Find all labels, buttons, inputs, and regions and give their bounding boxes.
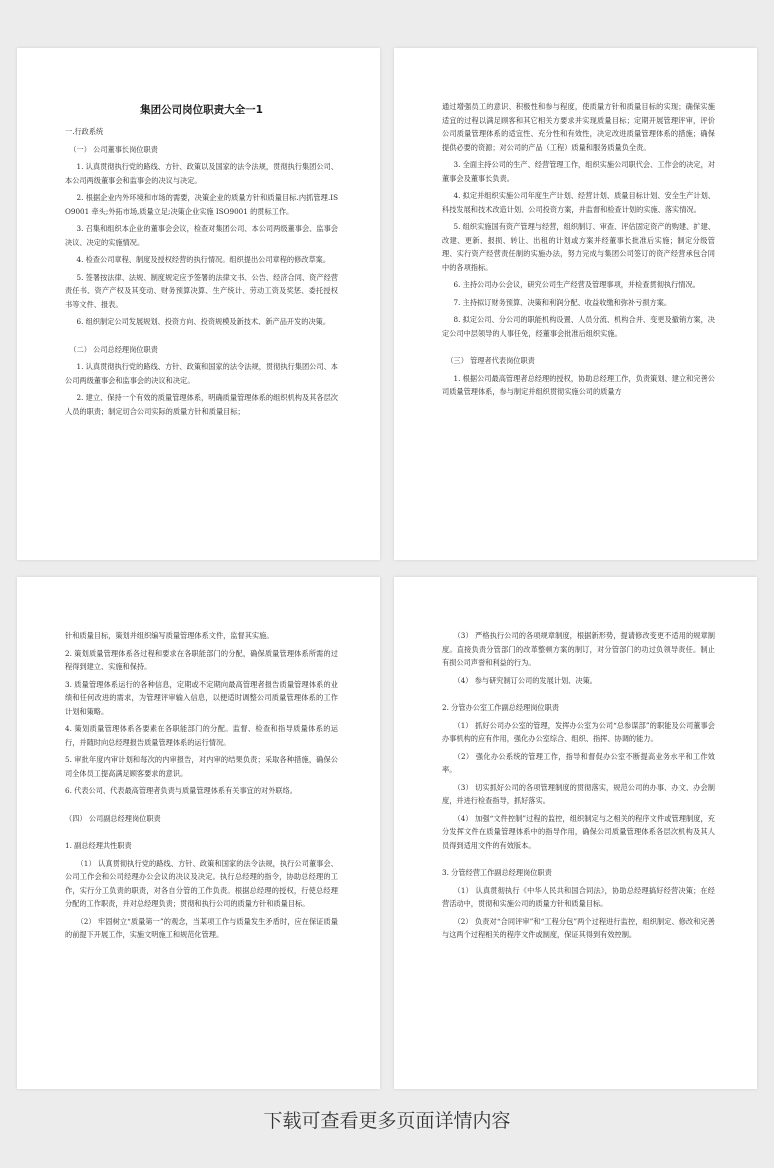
subsection-heading: （二） 公司总经理岗位职责 [69, 344, 158, 354]
paragraph: （1） 认真贯彻执行党的路线、方针、政策和国家的法令法规，执行公司董事会、公司工作会和公司经理办公会议的决议及决定。执行总经理的指令，协助总经理的工作，实行分工负责的职责，对各自分管的工作负责。根据总经理的授权，行使总经理分配的工作职责，并对总经理负责；贯彻和执行公司的质量方针和质量目标。 [65, 858, 338, 908]
paragraph: 1. 根据公司最高管理者总经理的授权，协助总经理工作，负责策划、建立和完善公司质量管理体系，参与制定并组织贯彻实施公司的质量方 [442, 373, 715, 396]
paragraph: 3. 召集和组织本企业的董事会会议，检查对集团公司、本公司两级董事会、监事会决议、决定的实施情况。 [65, 224, 338, 247]
spacer [65, 802, 338, 812]
paragraph: 2. 根据企业内外环境和市场的需要，决策企业的质量方针和质量目标.内抓管理.ISO9001 牵头;外拓市场,质量立足;决策企业实施 ISO9001 的贯标工作。 [65, 193, 338, 216]
paragraph: 3. 质量管理体系运行的各种信息，定期或不定期向最高管理者报告质量管理体系的业绩和任何改进的需求，为管理评审输入信息，以便适时调整公司质量管理体系的工作计划和策略。 [65, 679, 338, 716]
subsection-heading: （四） 公司副总经理岗位职责 [65, 813, 161, 823]
subsection-heading: （三） 管理者代表岗位职责 [446, 356, 535, 365]
paragraph: （2） 牢固树立“质量第一”的观念，当某项工作与质量发生矛盾时，应在保证质量的前提下开展工作，实施文明施工和规范化管理。 [65, 916, 338, 939]
paragraph: 4. 拟定并组织实施公司年度生产计划、经营计划、质量目标计划、安全生产计划、科技发展和技术改造计划、公司投资方案，并监督和检查计划的实施、落实情况。 [442, 191, 715, 214]
paragraph: （1） 抓好公司办公室的管理，发挥办公室为公司“总参谋部”的职能及公司董事会办事机构的应有作用，强化办公室综合、组织、指挥、协调的能力。 [442, 720, 715, 743]
paragraph: 2. 策划质量管理体系各过程和要求在各职能部门的分配，确保质量管理体系所需的过程得到建立、实施和保持。 [65, 648, 338, 671]
subsection-heading: （一） 公司董事长岗位职责 [69, 144, 158, 154]
paragraph: 4. 检查公司章程、制度及授权经营的执行情况。组织提出公司章程的修改草案。 [76, 255, 331, 264]
subsection-heading: 3. 分管经营工作副总经理岗位职责 [442, 868, 552, 877]
paragraph: 6. 代表公司、代表最高管理者负责与质量管理体系有关事宜的对外联络。 [65, 786, 297, 795]
paragraph: 3. 全面主持公司的生产、经营管理工作，组织实施公司职代会、工作会的决定，对董事会及董事长负责。 [442, 160, 715, 183]
spacer [442, 856, 715, 866]
document-page-3 [17, 577, 380, 1089]
subsection-heading: 2. 分管办公室工作副总经理岗位职责 [442, 703, 559, 712]
paragraph: 2. 建立、保持一个有效的质量管理体系，明确质量管理体系的组织机构及其各层次人员的职责；制定切合公司实际的质量方针和质量目标； [65, 393, 338, 416]
paragraph: 6. 主持公司办公会议，研究公司生产经营及管理事项，并检查贯彻执行情况。 [453, 280, 700, 289]
paragraph: 5. 组织实施国有资产管理与经营，组织制订、审查、评估固定资产的购建、扩建、改建、更新、报损、转让、出租的计划或方案并经董事长批准后实施；制定分级管理、实行资产经营责任制的实施办法，努力完成与集团公司签订的资产经营承包合同中的各项指标。 [442, 222, 715, 272]
paragraph: （3） 切实抓好公司的各项管理制度的贯彻落实，规范公司的办事、办文、办会制度，并进行检查指导，抓好落实。 [442, 782, 715, 805]
spacer [65, 829, 338, 839]
spacer [442, 344, 715, 354]
paragraph: 1. 认真贯彻执行党的路线、方针、政策和国家的法令法规，贯彻执行集团公司、本公司两级董事会和监事会的决议和决定。 [65, 362, 338, 385]
paragraph: （3） 严格执行公司的各项规章制度，根据新形势，提请修改变更不适用的规章制度。直接负责分管部门的改革整顿方案的制订，对分管部门的功过负领导责任。制止有损公司声誉和利益的行为。 [442, 631, 715, 667]
paragraph: 针和质量目标，策划并组织编写质量管理体系文件，监督其实施。 [65, 631, 274, 640]
paragraph: 通过增强员工的意识、积极性和参与程度，使质量方针和质量目标的实现；确保实施适宜的过程以满足顾客和其它相关方要求并实现质量目标；定期开展管理评审，评价公司质量管理体系的适宜性、充分性和有效性，决定改进质量管理体系的措施；确保提供必要的资源；对公司的产品（工程）质量和服务质量负全责。 [442, 102, 715, 152]
document-page-2 [394, 48, 757, 560]
paragraph: （2） 强化办公系统的管理工作，指导和督促办公室不断提高业务水平和工作效率。 [442, 751, 715, 774]
spacer [65, 333, 338, 343]
paragraph: 4. 策划质量管理体系各要素在各职能部门的分配。监督、检查和指导质量体系的运行，并随时向总经理报告质量管理体系的运行情况。 [65, 724, 338, 747]
paragraph: （4） 加强“文件控制”过程的监控，组织制定与之相关的程序文件或管理制度，充分发挥文件在质量管理体系中的指导作用，确保公司质量管理体系各层次机构及其人员得到适用文件的有效版本。 [442, 813, 715, 850]
paragraph: 7. 主持拟订财务预算、决策和利润分配、收益收缴和弥补亏损方案。 [453, 297, 672, 307]
paragraph: 8. 拟定公司、分公司的职能机构设置、人员分流、机构合并、变更及撤销方案，决定公司中层领导的人事任免，经董事会批准后组织实施。 [442, 315, 715, 338]
paragraph: （2） 负责对“合同评审”和“工程分包”两个过程进行监控，组织制定、修改和完善与这两个过程相关的程序文件或制度，保证其得到有效控制。 [442, 916, 715, 939]
document-page-1 [17, 48, 380, 560]
paragraph: 6. 组织制定公司发展规划、投资方向、投资规模及新技术、新产品开发的决策。 [76, 317, 331, 326]
download-more-prompt[interactable]: 下载可查看更多页面详情内容 [263, 1110, 511, 1132]
document-title: 集团公司岗位职责大全一1 [140, 104, 263, 116]
paragraph: 5. 签署按法律、法规、制度规定应予签署的法律文书、公告、经济合同、资产经营责任书、资产产权及其变动、财务预算决算、生产统计、劳动工资及奖惩、委托授权书等文件、报表。 [65, 272, 338, 309]
paragraph: 5. 审批年度内审计划和每次的内审报告，对内审的结果负责；采取各种措施，确保公司全体员工提高满足顾客要求的意识。 [65, 755, 338, 778]
paragraph: （4） 参与研究制订公司的发展计划、决策。 [453, 675, 597, 685]
document-page-4 [394, 577, 757, 1089]
spacer [442, 691, 715, 701]
paragraph: 1. 认真贯彻执行党的路线、方针、政策以及国家的法令法规，贯彻执行集团公司、本公司两级董事会和监事会的决议与决定。 [65, 162, 338, 185]
section-heading: 一.行政系统 [65, 127, 104, 136]
paragraph: （1） 认真贯彻执行《中华人民共和国合同法》，协助总经理搞好经营决策；在经营活动中，贯彻和实施公司的质量方针和质量目标。 [442, 885, 715, 908]
subsection-heading: 1. 副总经理共性职责 [65, 841, 132, 850]
